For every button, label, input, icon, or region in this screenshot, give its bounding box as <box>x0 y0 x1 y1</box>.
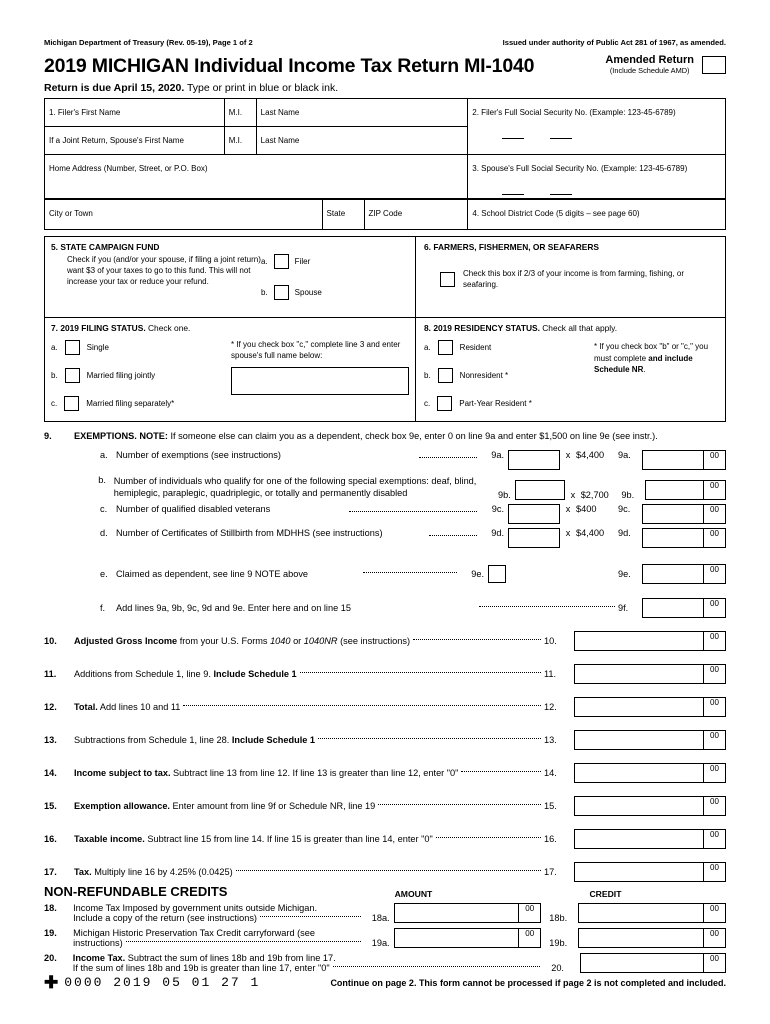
line-20-number: 20. <box>44 952 57 963</box>
row-9d-mult: x <box>565 527 571 538</box>
residency-note-a: * If you check box "b" or "c," you must complete <box>594 342 709 363</box>
row-9b-mult: x <box>570 489 576 500</box>
school-district-label: 4. School District Code (5 digits – see page 60) <box>472 209 640 218</box>
city-row <box>44 199 726 230</box>
line-12-amount[interactable] <box>574 697 726 717</box>
zip-label: ZIP Code <box>368 209 403 218</box>
line-16-row <box>44 829 726 849</box>
filing-joint-label: Married filing jointly <box>86 371 156 380</box>
line-13-amount[interactable] <box>574 730 726 750</box>
section-5-title: STATE CAMPAIGN FUND <box>60 242 160 252</box>
residency-a-letter: a. <box>424 343 431 352</box>
line-10-rest2: (see instructions) <box>337 635 411 646</box>
line-11-bold2: Include Schedule 1 <box>213 668 297 679</box>
line-10-label: 10. <box>544 635 557 646</box>
line-14-rest: Subtract line 13 from line 12. If line 13 is greater than line 12, enter "0" <box>170 767 459 778</box>
row-9c-mult: x <box>565 503 571 514</box>
row-9c-right-label: 9c. <box>618 503 631 514</box>
residency-nonresident-checkbox[interactable] <box>438 368 453 383</box>
line-10-amount[interactable] <box>574 631 726 651</box>
agency-line: Michigan Department of Treasury (Rev. 05-19), Page 1 of 2 <box>44 38 253 47</box>
line-15-amount[interactable] <box>574 796 726 816</box>
filing-joint-checkbox[interactable] <box>65 368 80 383</box>
filer-mi-field[interactable] <box>224 99 256 127</box>
page-footer <box>44 972 726 992</box>
line-11-rest: Additions from Schedule 1, line 9. <box>74 668 214 679</box>
row-9e-letter: e. <box>100 568 108 579</box>
spouse-mi-field[interactable] <box>224 127 256 155</box>
line-19a-amount[interactable] <box>394 928 542 948</box>
line-12-row <box>44 697 726 717</box>
continue-note: Continue on page 2. This form cannot be processed if page 2 is not completed and included. <box>330 977 726 988</box>
row-9b-text: Number of individuals who qualify for one of the following special exemptions: deaf, blind, hemiplegic, paraplegic, quadriplegic, or totally and permanently disabled <box>113 476 477 499</box>
line-20-label: 20. <box>551 962 564 973</box>
spouse-last-name-field[interactable] <box>256 127 468 155</box>
filer-last-name-field[interactable] <box>256 99 468 127</box>
plus-icon: ✚ <box>44 972 59 992</box>
credits-amount-header: AMOUNT <box>394 888 433 899</box>
filing-c-letter: c. <box>51 399 58 408</box>
campaign-b-letter: b. <box>261 288 268 297</box>
amended-return-label: Amended Return <box>605 54 694 66</box>
line-17-number: 17. <box>44 866 57 877</box>
line-10-cents: 00 <box>703 632 725 650</box>
line-18-number: 18. <box>44 902 57 913</box>
filer-mi-label: M.I. <box>228 108 243 117</box>
line-14-row <box>44 763 726 783</box>
section-8-number: 8. <box>424 323 431 333</box>
row-9e-right-label: 9e. <box>618 568 631 579</box>
row-9b-box-label: 9b. <box>497 489 511 500</box>
line-17-cents: 00 <box>703 863 725 881</box>
line-16-rest: Subtract line 15 from line 14. If line 15 is greater than line 14, enter "0" <box>144 833 433 844</box>
exemption-row-9d <box>44 528 726 548</box>
filing-single-label: Single <box>86 343 109 352</box>
line-11-label: 11. <box>544 668 557 679</box>
credit-row-18 <box>44 903 726 923</box>
line-20-cents: 00 <box>703 954 725 972</box>
state-field[interactable] <box>322 200 364 230</box>
line-15-label: 15. <box>544 800 557 811</box>
line-11-amount[interactable] <box>574 664 726 684</box>
section-6-farmers <box>416 236 726 318</box>
exemptions-title-rest: If someone else can claim you as a dependent, check box 9e, enter 0 on line 9a and enter $1,500 on line 9e (see instr.). <box>167 431 658 441</box>
row-9d-cents: 00 <box>703 529 725 547</box>
line-14-number: 14. <box>44 767 57 778</box>
city-field[interactable] <box>45 200 323 230</box>
row-9c-text: Number of qualified disabled veterans <box>116 503 271 514</box>
line-10-row <box>44 631 726 651</box>
line-18b-cents: 00 <box>703 904 725 922</box>
row-9e-amount[interactable] <box>642 564 726 584</box>
line-13-row <box>44 730 726 750</box>
row-9b-cents: 00 <box>703 481 725 499</box>
line-13-number: 13. <box>44 734 57 745</box>
line-19-text1: Michigan Historic Preservation Tax Credit carryforward (see <box>73 927 315 938</box>
campaign-spouse-checkbox[interactable] <box>274 285 289 300</box>
farmers-checkbox[interactable] <box>440 272 455 287</box>
spouse-ssn-label: 3. Spouse's Full Social Security No. (Example: 123-45-6789) <box>472 164 688 173</box>
line-20-text2: If the sum of lines 18b and 19b is greater than line 17, enter "0" <box>72 962 330 973</box>
line-20-amount[interactable] <box>580 953 726 973</box>
section-8-title-rest: Check all that apply. <box>539 323 618 333</box>
line-10-mid: or <box>290 635 304 646</box>
row-9c-amount[interactable] <box>642 504 726 524</box>
home-address-label: Home Address (Number, Street, or P.O. Box) <box>49 164 208 173</box>
line-16-amount[interactable] <box>574 829 726 849</box>
residency-c-letter: c. <box>424 399 431 408</box>
section-6-number: 6. <box>424 242 431 252</box>
section-8-residency <box>416 318 726 422</box>
row-9f-cents: 00 <box>703 599 725 617</box>
line-19-number: 19. <box>44 927 57 938</box>
section-7-number: 7. <box>51 323 58 333</box>
line-17-bold: Tax. <box>74 866 92 877</box>
spouse-first-name-field[interactable] <box>45 127 225 155</box>
section-8-title: 2019 RESIDENCY STATUS. <box>433 323 540 333</box>
line-14-bold: Income subject to tax. <box>74 767 171 778</box>
row-9d-right-label: 9d. <box>618 527 631 538</box>
filer-first-name-field[interactable] <box>45 99 225 127</box>
line-16-cents: 00 <box>703 830 725 848</box>
line-15-rest: Enter amount from line 9f or Schedule NR, line 19 <box>169 800 376 811</box>
row-9b-amount[interactable] <box>645 480 726 500</box>
exemptions-title: EXEMPTIONS. NOTE: <box>74 431 168 441</box>
identity-block <box>44 98 726 199</box>
filing-status-note: * If you check box "c," complete line 3 and enter spouse's full name below: <box>231 340 401 361</box>
row-9d-letter: d. <box>100 527 108 538</box>
line-16-number: 16. <box>44 833 57 844</box>
line-16-label: 16. <box>544 833 557 844</box>
line-18a-cents: 00 <box>518 904 540 922</box>
section-6-title: FARMERS, FISHERMEN, OR SEAFARERS <box>433 242 599 252</box>
line-18b-label: 18b. <box>549 912 568 923</box>
line-17-amount[interactable] <box>574 862 726 882</box>
campaign-spouse-label: Spouse <box>294 288 322 297</box>
line-15-bold: Exemption allowance. <box>74 800 170 811</box>
spouse-ssn-field[interactable] <box>468 155 726 199</box>
filer-ssn-label: 2. Filer's Full Social Security No. (Example: 123-45-6789) <box>472 108 676 117</box>
row-9b-letter: b. <box>98 475 106 485</box>
amended-return-sublabel: (Include Schedule AMD) <box>609 66 690 75</box>
line-19-text2: instructions) <box>73 937 123 948</box>
row-9e-cents: 00 <box>703 565 725 583</box>
farmers-body: Check this box if 2/3 of your income is from farming, fishing, or seafaring. <box>463 269 684 290</box>
spouse-ssn-dashes <box>472 185 721 195</box>
filer-last-name-label: Last Name <box>260 108 300 117</box>
spouse-first-name-label: If a Joint Return, Spouse's First Name <box>49 136 184 145</box>
line-17-row <box>44 862 726 882</box>
residency-note-b: and include Schedule NR <box>594 353 693 375</box>
residency-b-letter: b. <box>424 371 431 380</box>
row-9a-input[interactable] <box>508 450 560 470</box>
residency-partyear-checkbox[interactable] <box>437 396 452 411</box>
lines-10-17 <box>44 631 726 882</box>
section-5-campaign-fund <box>44 236 416 318</box>
row-9f-text: Add lines 9a, 9b, 9c, 9d and 9e. Enter here and on line 15 <box>116 602 351 613</box>
row-9e-checkbox[interactable] <box>488 565 506 583</box>
due-date-bold: Return is due April 15, 2020. <box>44 82 185 94</box>
exemptions-number: 9. <box>44 431 52 441</box>
campaign-filer-checkbox[interactable] <box>274 254 289 269</box>
residency-resident-checkbox[interactable] <box>438 340 453 355</box>
exemption-row-9f <box>44 598 726 618</box>
residency-note-c: . <box>643 365 646 375</box>
line-18-text2: Include a copy of the return (see instructions) <box>73 912 257 923</box>
row-9d-box-label: 9d. <box>491 527 504 538</box>
campaign-a-letter: a. <box>261 257 268 266</box>
page-title: 2019 MICHIGAN Individual Income Tax Return MI-1040 <box>44 55 535 77</box>
zip-field[interactable] <box>364 200 468 230</box>
row-9a-amount[interactable] <box>642 450 726 470</box>
line-18a-amount[interactable] <box>394 903 542 923</box>
section-7-title-rest: Check one. <box>145 323 191 333</box>
section-5-number: 5. <box>51 242 58 252</box>
filing-single-checkbox[interactable] <box>65 340 80 355</box>
campaign-filer-label: Filer <box>294 257 311 266</box>
row-9c-box-label: 9c. <box>491 503 504 514</box>
row-9e-box-label: 9e. <box>471 568 484 579</box>
line-17-rest: Multiply line 16 by 4.25% (0.0425) <box>91 866 233 877</box>
line-10-italic1: 1040 <box>270 635 291 646</box>
state-label: State <box>326 209 346 218</box>
line-11-number: 11. <box>44 668 57 679</box>
filing-separate-label: Married filing separately* <box>86 399 175 408</box>
row-9e-text: Claimed as dependent, see line 9 NOTE above <box>116 568 309 579</box>
spouse-mi-label: M.I. <box>228 136 243 145</box>
residency-nonresident-label: Nonresident * <box>459 371 509 380</box>
line-19b-amount[interactable] <box>578 928 726 948</box>
section-7-filing-status <box>44 318 416 422</box>
exemption-row-9b <box>44 475 726 500</box>
school-district-field[interactable] <box>468 200 726 230</box>
form-barcode: 0000 2019 05 01 27 1 <box>64 975 261 990</box>
line-12-bold: Total. <box>74 701 98 712</box>
exemption-row-9c <box>44 504 726 524</box>
line-13-label: 13. <box>544 734 557 745</box>
credits-credit-header: CREDIT <box>589 888 622 899</box>
row-9c-rate: $400 <box>576 503 597 514</box>
section-7-title: 2019 FILING STATUS. <box>60 323 146 333</box>
credit-row-20 <box>44 953 726 973</box>
line-19a-cents: 00 <box>518 929 540 947</box>
row-9f-letter: f. <box>100 602 106 613</box>
exemption-row-9a <box>44 450 726 470</box>
line-13-rest: Subtractions from Schedule 1, line 28. <box>74 734 232 745</box>
line-18a-label: 18a. <box>371 912 390 923</box>
credits-title: NON-REFUNDABLE CREDITS <box>44 883 228 899</box>
filing-a-letter: a. <box>51 343 58 352</box>
due-date-rest: Type or print in blue or black ink. <box>184 82 339 94</box>
row-9a-cents: 00 <box>703 451 725 469</box>
line-20-text1: Subtract the sum of lines 18b and 19b from line 17. <box>125 952 336 963</box>
row-9d-text: Number of Certificates of Stillbirth from MDHHS (see instructions) <box>116 527 383 538</box>
line-18-text1: Income Tax Imposed by government units outside Michigan. <box>73 902 318 913</box>
row-9a-right-label: 9a. <box>618 450 631 460</box>
row-9c-input[interactable] <box>508 504 560 524</box>
section-9-exemptions <box>44 431 726 618</box>
line-12-label: 12. <box>544 701 557 712</box>
exemption-row-9e <box>44 564 726 584</box>
line-19b-cents: 00 <box>703 929 725 947</box>
line-10-bold: Adjusted Gross Income <box>74 635 178 646</box>
line-14-label: 14. <box>544 767 557 778</box>
row-9a-letter: a. <box>100 450 108 460</box>
line-12-rest: Add lines 10 and 11 <box>97 701 181 712</box>
line-15-row <box>44 796 726 816</box>
section-5-body: Check if you (and/or your spouse, if filing a joint return) want $3 of your taxes to go to this fund. This will not increase your tax or reduce your refund. <box>67 255 261 286</box>
spouse-name-input[interactable] <box>231 367 409 395</box>
row-9c-cents: 00 <box>703 505 725 523</box>
row-9b-rate: $2,700 <box>580 489 609 500</box>
line-14-cents: 00 <box>703 764 725 782</box>
line-10-italic2: 1040NR <box>303 635 338 646</box>
row-9d-amount[interactable] <box>642 528 726 548</box>
amended-return-checkbox[interactable] <box>702 56 726 74</box>
line-14-amount[interactable] <box>574 763 726 783</box>
line-19b-label: 19b. <box>549 937 568 948</box>
line-19a-label: 19a. <box>371 937 390 948</box>
row-9b-right-label: 9b. <box>621 489 635 500</box>
row-9a-box-label: 9a. <box>491 450 504 460</box>
line-15-cents: 00 <box>703 797 725 815</box>
sections-7-8 <box>44 318 726 422</box>
filing-b-letter: b. <box>51 371 58 380</box>
row-9a-text: Number of exemptions (see instructions) <box>116 450 281 460</box>
residency-resident-label: Resident <box>459 343 492 352</box>
line-15-number: 15. <box>44 800 57 811</box>
row-9f-right-label: 9f. <box>618 602 629 613</box>
line-13-bold2: Include Schedule 1 <box>231 734 316 745</box>
line-18b-amount[interactable] <box>578 903 726 923</box>
line-20-bold: Income Tax. <box>72 952 126 963</box>
due-date-line <box>44 82 726 94</box>
row-9d-rate: $4,400 <box>576 527 605 538</box>
row-9d-input[interactable] <box>508 528 560 548</box>
filer-first-name-label: 1. Filer's First Name <box>49 108 121 117</box>
line-10-number: 10. <box>44 635 57 646</box>
filer-ssn-dashes <box>472 129 721 139</box>
row-9c-letter: c. <box>100 503 108 514</box>
line-11-cents: 00 <box>703 665 725 683</box>
spouse-last-name-label: Last Name <box>260 136 300 145</box>
home-address-field[interactable] <box>45 155 468 199</box>
credits-header-row <box>44 884 726 899</box>
sections-5-6 <box>44 236 726 318</box>
row-9a-mult: x <box>565 450 571 460</box>
filer-ssn-field[interactable] <box>468 99 726 155</box>
document-header <box>44 38 726 47</box>
line-12-cents: 00 <box>703 698 725 716</box>
row-9f-amount[interactable] <box>642 598 726 618</box>
line-11-row <box>44 664 726 684</box>
residency-partyear-label: Part-Year Resident * <box>459 399 532 408</box>
filing-separate-checkbox[interactable] <box>64 396 79 411</box>
authority-line: Issued under authority of Public Act 281 of 1967, as amended. <box>502 38 726 47</box>
row-9a-rate: $4,400 <box>576 450 605 460</box>
line-13-cents: 00 <box>703 731 725 749</box>
line-10-rest: from your U.S. Forms <box>177 635 271 646</box>
credit-row-19 <box>44 928 726 948</box>
line-17-label: 17. <box>544 866 557 877</box>
line-16-bold: Taxable income. <box>74 833 145 844</box>
line-12-number: 12. <box>44 701 57 712</box>
row-9b-input[interactable] <box>515 480 565 500</box>
city-label: City or Town <box>49 209 93 218</box>
